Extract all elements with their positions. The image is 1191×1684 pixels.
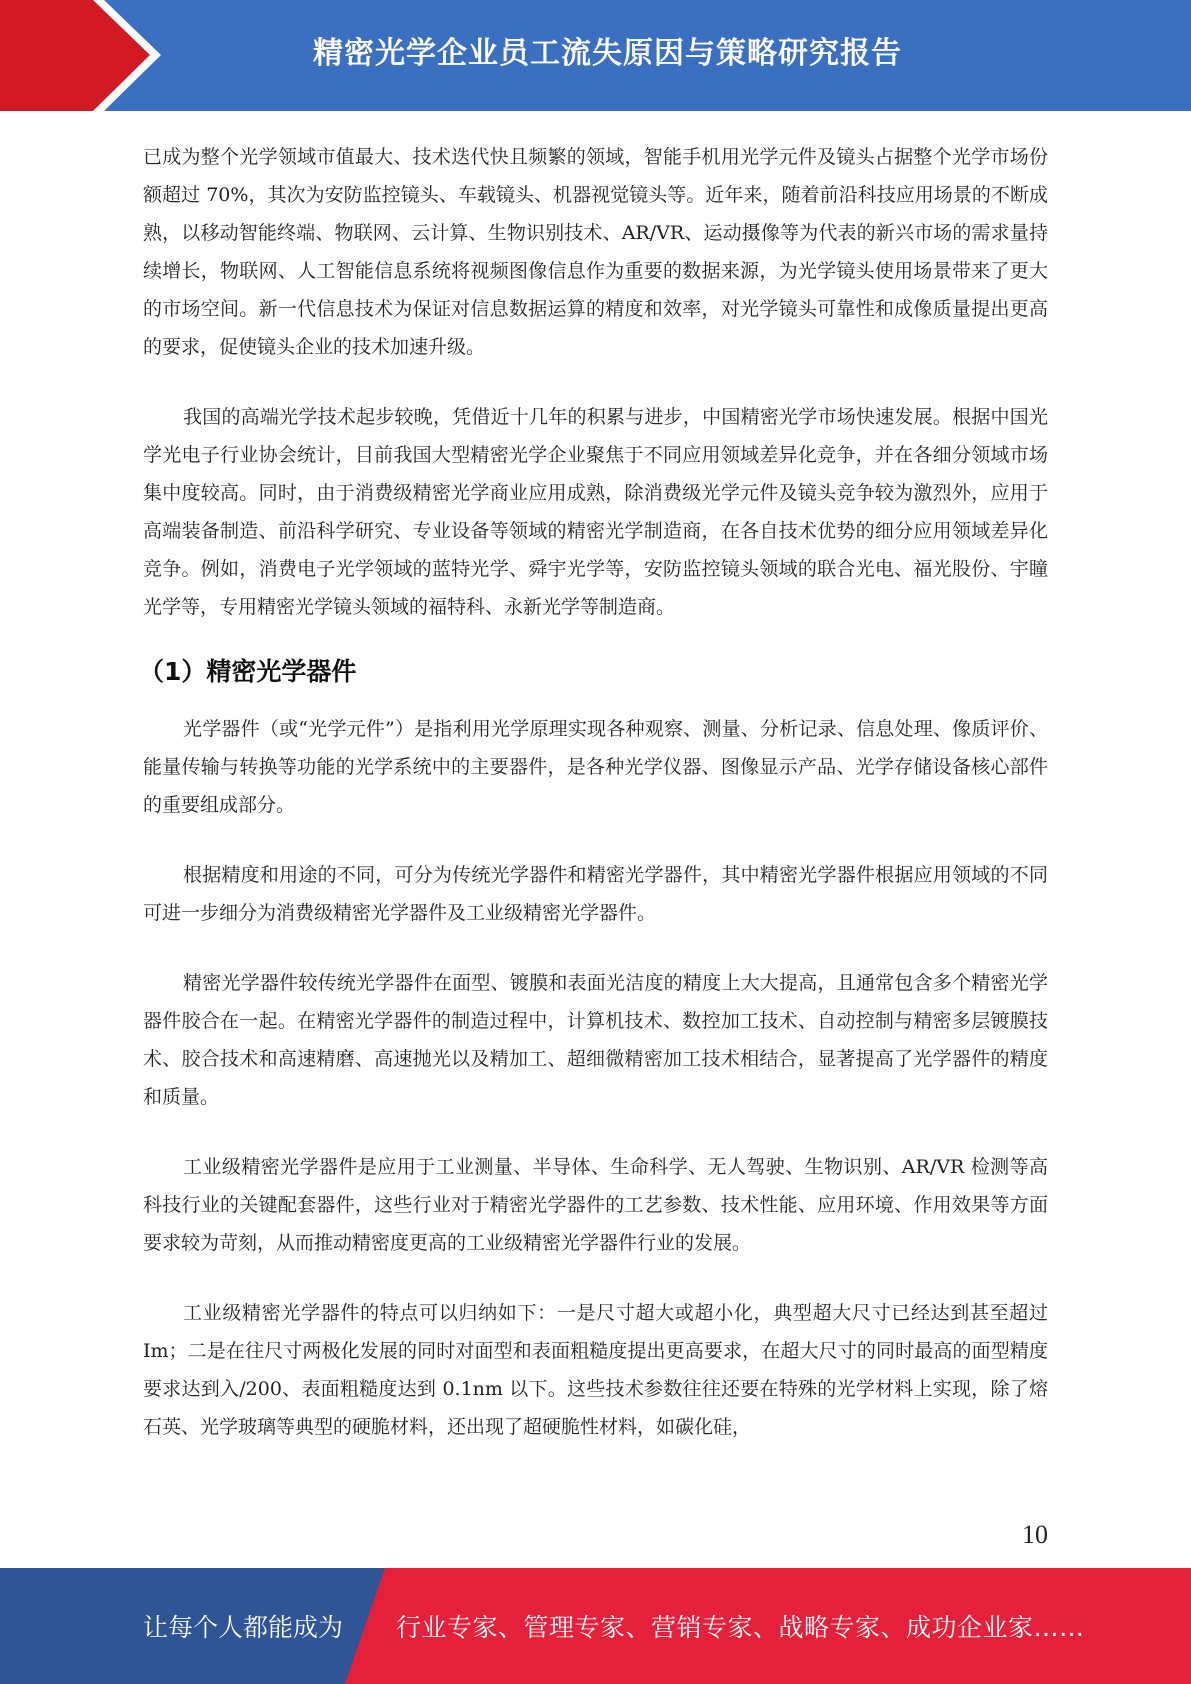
paragraph: 精密光学器件较传统光学器件在面型、镀膜和表面光洁度的精度上大大提高，且通常包含多个精密光学器件胶合在一起。在精密光学器件的制造过程中，计算机技术、数控加工技术、自动控制与精密多层镀膜技术、胶合技术和高速精磨、高速抛光以及精加工、超细微精密加工技术相结合，显著提高了光学器件的精度和质量。 [143,972,1048,1108]
paragraph-continued: 已成为整个光学领域市值最大、技术迭代快且频繁的领域，智能手机用光学元件及镜头占据整个光学市场份额超过 70%，其次为安防监控镜头、车载镜头、机器视觉镜头等。近年来，随着前沿科技应用场景的不断成熟，以移动智能终端、物联网、云计算、生物识别技术、AR/VR、运动摄像等为代表的新兴市场的需求量持续增长，物联网、人工智能信息系统将视频图像信息作为重要的数据来源，为光学镜头使用场景带来了更大的市场空间。新一代信息技术为保证对信息数据运算的精度和效率，对光学镜头可靠性和成像质量提出更高的要求，促使镜头企业的技术加速升级。 [143,146,1048,358]
page-footer [0,1568,1191,1684]
page-number: 10 [1022,1520,1048,1549]
paragraph: 工业级精密光学器件是应用于工业测量、半导体、生命科学、无人驾驶、生物识别、AR/VR 检测等高科技行业的关键配套器件，这些行业对于精密光学器件的工艺参数、技术性能、应用环境、作用效果等方面要求较为苛刻，从而推动精密度更高的工业级精密光学器件行业的发展。 [143,1156,1048,1254]
main-content [139,138,1048,1446]
paragraph: 根据精度和用途的不同，可分为传统光学器件和精密光学器件，其中精密光学器件根据应用领域的不同可进一步细分为消费级精密光学器件及工业级精密光学器件。 [143,864,1048,924]
page-header [0,0,1191,111]
paragraph: 我国的高端光学技术起步较晚，凭借近十几年的积累与进步，中国精密光学市场快速发展。根据中国光学光电子行业协会统计，目前我国大型精密光学企业聚焦于不同应用领域差异化竞争，并在各细分领域市场集中度较高。同时，由于消费级精密光学商业应用成熟，除消费级光学元件及镜头竞争较为激烈外，应用于高端装备制造、前沿科学研究、专业设备等领域的精密光学制造商，在各自技术优势的细分应用领域差异化竞争。例如，消费电子光学领域的蓝特光学、舜宇光学等，安防监控镜头领域的联合光电、福光股份、宇瞳光学等，专用精密光学镜头领域的福特科、永新光学等制造商。 [143,406,1048,618]
section-heading: （1）精密光学器件 [139,657,357,686]
paragraph: 光学器件（或“光学元件”）是指利用光学原理实现各种观察、测量、分析记录、信息处理、像质评价、能量传输与转换等功能的光学系统中的主要器件，是各种光学仪器、图像显示产品、光学存储设备核心部件的重要组成部分。 [143,718,1048,816]
paragraph: 工业级精密光学器件的特点可以归纳如下：一是尺寸超大或超小化，典型超大尺寸已经达到甚至超过 Im；二是在往尺寸两极化发展的同时对面型和表面粗糙度提出更高要求，在超大尺寸的同时最高的面型精度要求达到入/200、表面粗糙度达到 0.1nm 以下。这些技术参数往往还要在特殊的光学材料上实现，除了熔石英、光学玻璃等典型的硬脆材料，还出现了超硬脆性材料，如碳化硅， [143,1302,1048,1438]
footer-slogan-left: 让每个人都能成为 [143,1613,344,1642]
page-title: 精密光学企业员工流失原因与策略研究报告 [313,36,902,71]
footer-slogan-right: 行业专家、管理专家、营销专家、战略专家、成功企业家…… [396,1613,1085,1642]
